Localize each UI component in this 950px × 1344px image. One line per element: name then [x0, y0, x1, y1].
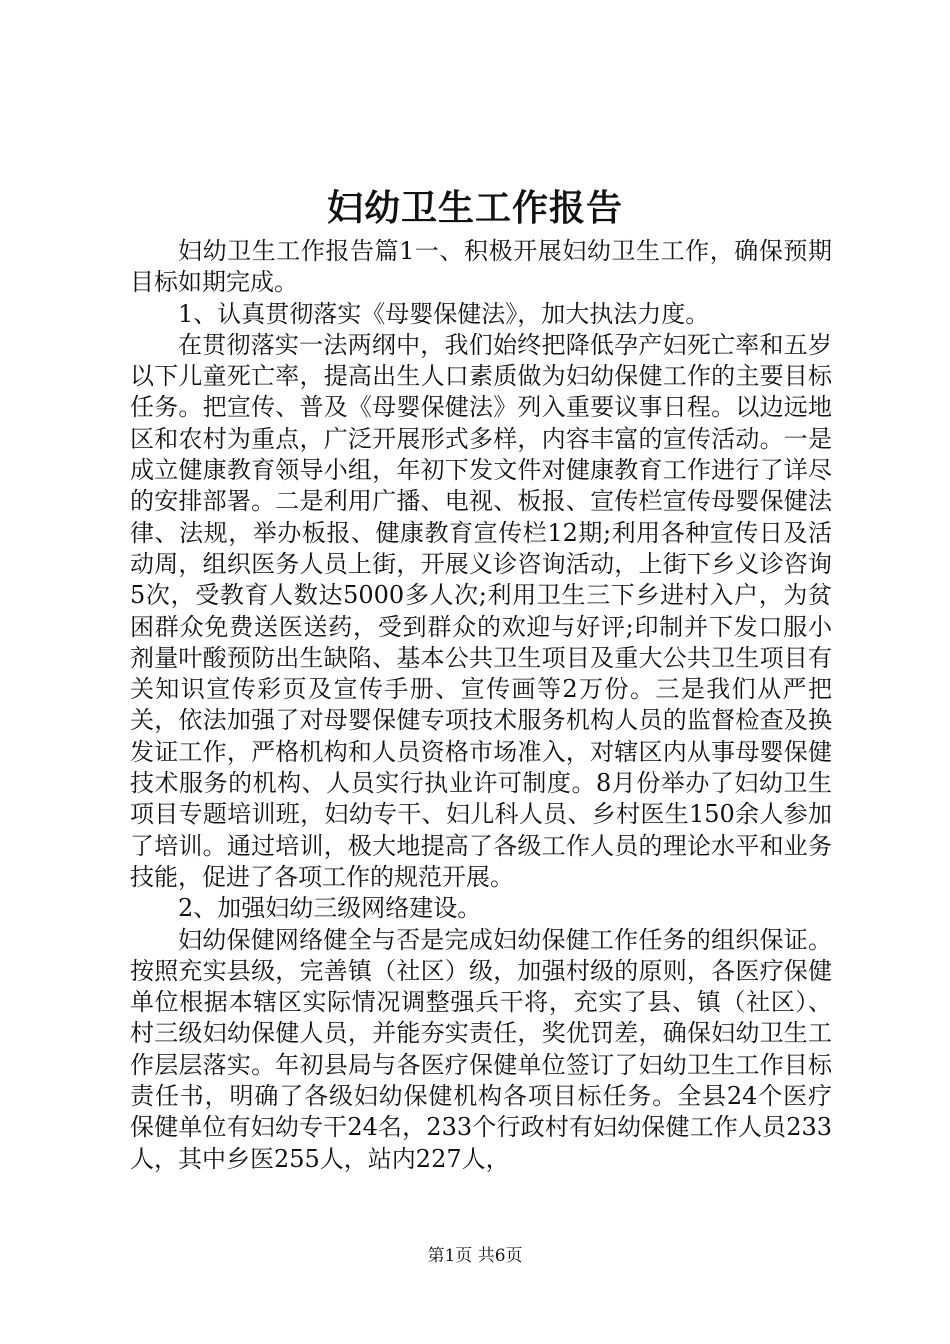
document-body: [130, 236, 832, 1175]
paragraph-publicity: 在贯彻落实一法两纲中，我们始终把降低孕产妇死亡率和五岁以下儿童死亡率，提高出生人口素质做为妇幼保健工作的主要目标任务。把宣传、普及《母婴保健法》列入重要议事日程。以边远地区和农村为重点，广泛开展形式多样，内容丰富的宣传活动。一是成立健康教育领导小组，年初下发文件对健康教育工作进行了详尽的安排部署。二是利用广播、电视、板报、宣传栏宣传母婴保健法律、法规，举办板报、健康教育宣传栏12期;利用各种宣传日及活动周，组织医务人员上街，开展义诊咨询活动，上街下乡义诊咨询5次，受教育人数达5000多人次;利用卫生三下乡进村入户，为贫困群众免费送医送药，受到群众的欢迎与好评;印制并下发口服小剂量叶酸预防出生缺陷、基本公共卫生项目及重大公共卫生项目有关知识宣传彩页及宣传手册、宣传画等2万份。三是我们从严把关，依法加强了对母婴保健专项技术服务机构人员的监督检查及换发证工作，严格机构和人员资格市场准入，对辖区内从事母婴保健技术服务的机构、人员实行执业许可制度。8月份举办了妇幼卫生项目专题培训班，妇幼专干、妇儿科人员、乡村医生150余人参加了培训。通过培训，极大地提高了各级工作人员的理论水平和业务技能，促进了各项工作的规范开展。: [130, 330, 832, 891]
section-heading-2: 2、加强妇幼三级网络建设。: [178, 894, 482, 923]
page-title: 妇幼卫生工作报告: [326, 187, 623, 229]
page-footer: 第1页 共6页: [427, 1246, 523, 1266]
paragraph-intro: 妇幼卫生工作报告篇1一、积极开展妇幼卫生工作，确保预期目标如期完成。: [130, 237, 832, 297]
section-heading-1: 1、认真贯彻落实《母婴保健法》，加大执法力度。: [178, 299, 710, 328]
paragraph-network: 妇幼保健网络健全与否是完成妇幼保健工作任务的组织保证。按照充实县级，完善镇（社区）级，加强村级的原则，各医疗保健单位根据本辖区实际情况调整强兵干将，充实了县、镇（社区）、村三级妇幼保健人员，并能夯实责任，奖优罚差，确保妇幼卫生工作层层落实。年初县局与各医疗保健单位签订了妇幼卫生工作目标责任书，明确了各级妇幼保健机构各项目标任务。全县24个医疗保健单位有妇幼专干24名，233个行政村有妇幼保健工作人员233人，其中乡医255人，站内227人，: [130, 925, 832, 1173]
